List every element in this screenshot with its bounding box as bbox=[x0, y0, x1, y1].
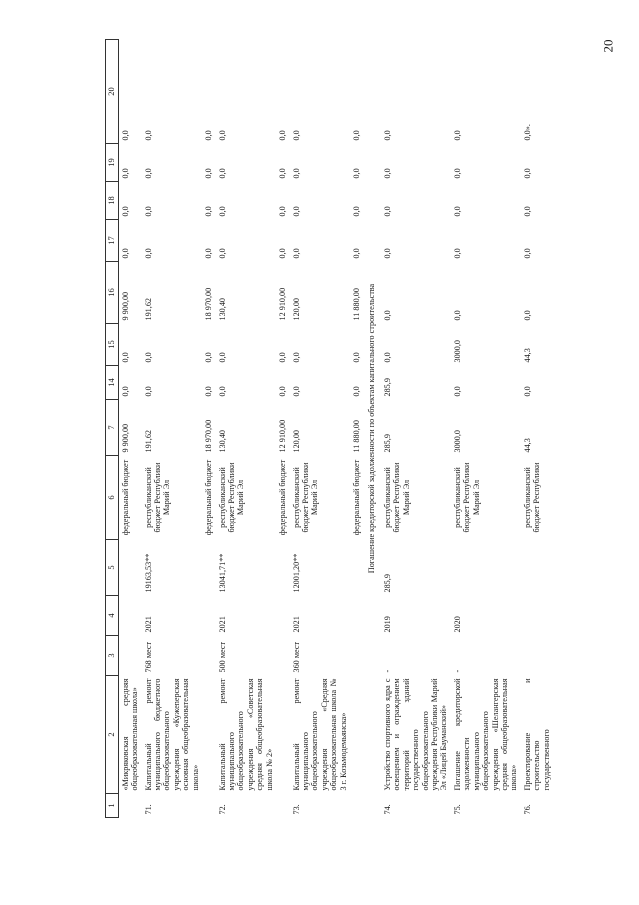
cell-no bbox=[276, 794, 289, 818]
column-header: 6 bbox=[106, 456, 119, 540]
cell-year: 2020 bbox=[452, 616, 462, 633]
column-header: 17 bbox=[106, 220, 119, 262]
cell-year: 2021 bbox=[143, 616, 153, 633]
cell-v14: 0,0 bbox=[452, 386, 462, 397]
cell-no: 73. bbox=[291, 804, 301, 815]
cell-name: Капитальный ремонт муниципального бюджетного общеобразовательного учреждения «Кужenерская основная общеобразовательная школа» bbox=[143, 678, 200, 791]
cell-v20: 0,0 bbox=[352, 130, 362, 141]
cell-v16: 11 880,00 bbox=[352, 288, 362, 321]
cell-v7: 9 900,00 bbox=[120, 423, 130, 453]
cell-year bbox=[118, 596, 141, 636]
cell-v18: 0,0 bbox=[291, 206, 301, 217]
cell-v17: 0,0 bbox=[278, 248, 288, 259]
cell-v15: 0,0 bbox=[204, 352, 214, 363]
cell-cost bbox=[350, 540, 363, 596]
cell-cost: 12001,20** bbox=[291, 553, 301, 593]
cell-v17: 0,0 bbox=[120, 248, 130, 259]
cell-v16: 120,00 bbox=[291, 297, 301, 321]
cell-name: Капитальный ремонт муниципального общеобразовательного учреждения «Советская средняя общеобразовательная школа № 2» bbox=[217, 678, 274, 791]
cell-cost: 19163,53** bbox=[143, 553, 153, 593]
cell-v14: 0,0 bbox=[522, 386, 532, 397]
cell-cap: - bbox=[452, 669, 462, 673]
cell-no: 74. bbox=[382, 804, 392, 815]
cell-v19: 0,0 bbox=[143, 168, 153, 179]
table-row bbox=[118, 40, 141, 818]
cell-no: 71. bbox=[143, 804, 153, 815]
column-header: 1 bbox=[106, 794, 119, 818]
cell-v7: 191,62 bbox=[143, 429, 153, 453]
cell-cost bbox=[451, 540, 521, 596]
cell-year bbox=[521, 596, 553, 636]
cell-v16: 12 910,00 bbox=[278, 287, 288, 321]
cell-v14: 0,0 bbox=[352, 386, 362, 397]
cell-no bbox=[350, 794, 363, 818]
cell-v7: 12 910,00 bbox=[278, 419, 288, 453]
column-header: 20 bbox=[106, 40, 119, 144]
cell-year: 2021 bbox=[217, 616, 227, 633]
cell-name: Погашение кредиторской задолженности муниципального общеобразовательного учреждения «Шелангерская средняя общеобразовательная школа» bbox=[452, 678, 519, 791]
cell-v14: 0,0 bbox=[291, 386, 301, 397]
cell-v15: 0,0 bbox=[120, 352, 130, 363]
cell-v17: 0,0 bbox=[352, 248, 362, 259]
table-row bbox=[142, 40, 203, 818]
cell-year bbox=[350, 596, 363, 636]
cell-cost: 13041,71** bbox=[217, 553, 227, 593]
cell-v20: 0,0 bbox=[278, 130, 288, 141]
cell-v7: 18 970,00 bbox=[204, 419, 214, 453]
column-header: 18 bbox=[106, 182, 119, 220]
cell-name: Капитальный ремонт муниципального общеобразовательного учреждения «Средняя общеобразовательная школа № 3 г. Козьмодемьянска» bbox=[291, 678, 348, 791]
cell-v16: 0,0 bbox=[382, 310, 392, 321]
cell-cap: 500 мест bbox=[217, 641, 227, 673]
cell-v17: 0,0 bbox=[452, 248, 462, 259]
cell-v18: 0,0 bbox=[352, 206, 362, 217]
cell-cap bbox=[521, 636, 553, 676]
cell-no bbox=[202, 794, 215, 818]
cell-v7: 120,00 bbox=[291, 429, 301, 453]
cell-v20: 0,0 bbox=[120, 130, 130, 141]
cell-src: федеральный бюджет bbox=[120, 459, 130, 536]
cell-name: Проектирование и строительство государственного bbox=[522, 678, 551, 791]
cell-v7: 11 880,00 bbox=[352, 420, 362, 453]
cell-v16: 0,0 bbox=[522, 310, 532, 321]
cell-v19: 0,0 bbox=[120, 168, 130, 179]
rotated-table-area bbox=[105, 40, 625, 818]
cell-src: республиканский бюджет Республики Марий Эл bbox=[452, 462, 481, 533]
cell-v20: 0,0 bbox=[291, 130, 301, 141]
cell-cap bbox=[350, 636, 363, 676]
cell-v14: 0,0 bbox=[278, 386, 288, 397]
cell-cost bbox=[521, 540, 553, 596]
cell-src: республиканский бюджет Республики bbox=[522, 462, 542, 533]
cell-v16: 191,62 bbox=[143, 297, 153, 321]
header-row bbox=[106, 40, 119, 818]
table-row bbox=[521, 40, 553, 818]
cell-v15: 0,0 bbox=[143, 352, 153, 363]
cell-v17: 0,0 bbox=[522, 248, 532, 259]
cell-v20: 0,0 bbox=[143, 130, 153, 141]
table-row bbox=[451, 40, 521, 818]
table-row bbox=[216, 40, 277, 818]
cell-v18: 0,0 bbox=[522, 206, 532, 217]
cell-v18: 0,0 bbox=[382, 206, 392, 217]
table-body bbox=[118, 40, 553, 818]
cell-v20: 0,0 bbox=[382, 130, 392, 141]
cell-v18: 0,0 bbox=[120, 206, 130, 217]
cell-src: федеральный бюджет bbox=[352, 459, 362, 536]
cell-v14: 285,9 bbox=[382, 378, 392, 397]
cell-no: 76. bbox=[522, 804, 532, 815]
table-row bbox=[276, 40, 289, 818]
cell-v15: 0,0 bbox=[291, 352, 301, 363]
cell-v19: 0,0 bbox=[452, 168, 462, 179]
cell-v19: 0,0 bbox=[291, 168, 301, 179]
cell-cost bbox=[276, 540, 289, 596]
cell-v15: 0,0 bbox=[352, 352, 362, 363]
cell-v19: 0,0 bbox=[382, 168, 392, 179]
cell-v19: 0,0 bbox=[352, 168, 362, 179]
cell-v20: 0,0 bbox=[217, 130, 227, 141]
column-header: 16 bbox=[106, 262, 119, 324]
cell-v17: 0,0 bbox=[143, 248, 153, 259]
cell-v16: 0,0 bbox=[452, 310, 462, 321]
cell-cap bbox=[202, 636, 215, 676]
cell-year bbox=[276, 596, 289, 636]
cell-v15: 0,0 bbox=[278, 352, 288, 363]
cell-cap: 768 мест bbox=[143, 641, 153, 673]
cell-v17: 0,0 bbox=[204, 248, 214, 259]
program-table bbox=[105, 40, 625, 818]
cell-name bbox=[202, 676, 215, 794]
cell-v14: 0,0 bbox=[143, 386, 153, 397]
cell-src: федеральный бюджет bbox=[278, 459, 288, 536]
column-header: 15 bbox=[106, 324, 119, 366]
cell-v19: 0,0 bbox=[204, 168, 214, 179]
cell-v18: 0,0 bbox=[204, 206, 214, 217]
cell-year: 2019 bbox=[382, 616, 392, 633]
column-header: 14 bbox=[106, 366, 119, 400]
table-row bbox=[350, 40, 363, 818]
cell-v7: 285,9 bbox=[382, 434, 392, 453]
column-header: 19 bbox=[106, 144, 119, 182]
cell-v18: 0,0 bbox=[217, 206, 227, 217]
cell-v20: 0,0 bbox=[452, 130, 462, 141]
cell-v18: 0,0 bbox=[452, 206, 462, 217]
cell-cap bbox=[118, 636, 141, 676]
cell-cap bbox=[276, 636, 289, 676]
cell-v16: 9 900,00 bbox=[120, 291, 130, 321]
cell-v15: 44,3 bbox=[522, 348, 532, 363]
cell-src: республиканский бюджет Республики Марий Эл bbox=[217, 462, 246, 533]
cell-v18: 0,0 bbox=[278, 206, 288, 217]
cell-src: республиканский бюджет Республики Марий Эл bbox=[382, 462, 411, 533]
table-row bbox=[381, 40, 451, 818]
cell-no: 75. bbox=[452, 804, 462, 815]
column-header: 3 bbox=[106, 636, 119, 676]
cell-v16: 130,40 bbox=[217, 297, 227, 321]
cell-cap: - bbox=[382, 669, 392, 673]
cell-name: Устройство спортивного ядра с освещением и ограждением территорий зданий государственного общеобразовательного учреждения Республики Марий Эл «Лицей Бауманский» bbox=[382, 678, 449, 791]
cell-v17: 0,0 bbox=[382, 248, 392, 259]
cell-v14: 0,0 bbox=[217, 386, 227, 397]
cell-src: федеральный бюджет bbox=[204, 459, 214, 536]
cell-v19: 0,0 bbox=[278, 168, 288, 179]
section-title: Погашение кредиторской задолженности по объектам капитального строительства bbox=[367, 283, 377, 574]
cell-name bbox=[276, 676, 289, 794]
cell-name: «Микряковская средняя общеобразовательная школа» bbox=[120, 678, 140, 791]
cell-v7: 130,40 bbox=[217, 429, 227, 453]
column-header: 2 bbox=[106, 676, 119, 794]
cell-cost: 285,9 bbox=[382, 574, 392, 593]
cell-no bbox=[118, 794, 141, 818]
cell-cost bbox=[118, 540, 141, 596]
cell-v7: 3000,0 bbox=[452, 429, 462, 453]
cell-cap: 360 мест bbox=[291, 641, 301, 673]
cell-cost bbox=[202, 540, 215, 596]
cell-name bbox=[350, 676, 363, 794]
cell-v17: 0,0 bbox=[291, 248, 301, 259]
cell-v17: 0,0 bbox=[217, 248, 227, 259]
page-number: 20 bbox=[600, 39, 616, 53]
table-row bbox=[202, 40, 215, 818]
cell-v15: 0,0 bbox=[382, 352, 392, 363]
cell-src: республиканский бюджет Республики Марий Эл bbox=[143, 462, 172, 533]
cell-v14: 0,0 bbox=[204, 386, 214, 397]
cell-v18: 0,0 bbox=[143, 206, 153, 217]
cell-v20: 0,0». bbox=[522, 124, 532, 141]
cell-year: 2021 bbox=[291, 616, 301, 633]
cell-v16: 18 970,00 bbox=[204, 287, 214, 321]
column-header: 5 bbox=[106, 540, 119, 596]
cell-src: республиканский бюджет Республики Марий Эл bbox=[291, 462, 320, 533]
cell-v15: 3000,0 bbox=[452, 339, 462, 363]
cell-v15: 0,0 bbox=[217, 352, 227, 363]
cell-v19: 0,0 bbox=[522, 168, 532, 179]
section-row bbox=[363, 40, 380, 818]
cell-v14: 0,0 bbox=[120, 386, 130, 397]
cell-no: 72. bbox=[217, 804, 227, 815]
cell-v7: 44,3 bbox=[522, 438, 532, 453]
cell-year bbox=[202, 596, 215, 636]
column-header: 4 bbox=[106, 596, 119, 636]
column-header: 7 bbox=[106, 400, 119, 456]
cell-v20: 0,0 bbox=[204, 130, 214, 141]
cell-v19: 0,0 bbox=[217, 168, 227, 179]
table-row bbox=[290, 40, 351, 818]
